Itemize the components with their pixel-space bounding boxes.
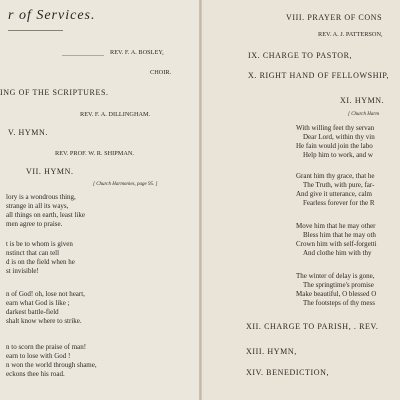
order-item-heading: ING OF THE SCRIPTURES. — [0, 88, 109, 97]
right-page — [202, 0, 400, 400]
order-item-heading: VII. HYMN. — [26, 167, 74, 176]
hymn-line: Grant him thy grace, that he — [296, 172, 375, 180]
hymn-line: n won the world through shame, — [6, 361, 97, 369]
hymn-line: And clothe him with thy — [303, 249, 372, 257]
hymn-stanza — [296, 172, 375, 208]
order-item-heading: XIV. BENEDICTION, — [246, 368, 330, 377]
speaker-name: REV. PROF. W. R. SHIPMAN. — [55, 150, 134, 157]
hymn-line: Move him that he may other — [296, 222, 376, 230]
hymn-line: And give it utterance, calm — [296, 190, 372, 198]
hymn-stanza — [6, 240, 75, 276]
hymn-line: strange in all its ways, — [6, 202, 69, 210]
hymn-stanza — [296, 272, 376, 308]
hymn-line: t is be to whom is given — [6, 240, 73, 248]
hymn-line: earn what God is like ; — [6, 299, 70, 307]
left-page — [0, 0, 199, 400]
order-item-heading: XII. CHARGE TO PARISH, . REV. — [246, 322, 379, 331]
hymn-stanza — [296, 222, 377, 258]
hymn-line: n of God! oh, lose not heart, — [6, 290, 85, 298]
hymn-line: lory is a wondrous thing, — [6, 193, 76, 201]
hymn-source: [ Church Harm — [348, 112, 379, 117]
hymn-stanza — [296, 124, 375, 160]
speaker-name: REV. F. A. DILLINGHAM. — [80, 111, 151, 118]
order-item-heading: XI. HYMN. — [340, 96, 385, 105]
dot-leader — [62, 55, 104, 56]
hymn-source: [ Church Harmonies, page 95. ] — [93, 182, 158, 187]
hymn-line: The winter of delay is gone, — [296, 272, 375, 280]
hymn-line: nstinct that can tell — [6, 249, 60, 257]
hymn-line: Dear Lord, within thy vin — [303, 133, 375, 141]
hymn-line: men agree to praise. — [6, 220, 63, 228]
speaker-name: REV. A. J. PATTERSON, — [318, 31, 383, 38]
hymn-line: With willing feet thy servan — [296, 124, 375, 132]
hymn-line: darkest battle-field — [6, 308, 59, 316]
speaker-name: REV. F. A. BOSLEY, — [110, 49, 164, 56]
hymn-stanza — [6, 290, 85, 326]
hymn-line: Bless him that he may oth — [303, 231, 376, 239]
order-item-heading: VIII. PRAYER OF CONS — [286, 13, 383, 22]
hymn-line: st invisible! — [6, 267, 39, 275]
hymn-line: The footsteps of thy mess — [303, 299, 375, 307]
hymn-line: n to scorn the praise of man! — [6, 343, 87, 351]
hymn-line: He fain would join the labo — [296, 142, 373, 150]
hymn-stanza — [6, 193, 85, 229]
hymn-line: Crown him with self-forgetti — [296, 240, 377, 248]
order-item-heading: X. RIGHT HAND OF FELLOWSHIP, — [248, 71, 390, 80]
hymn-line: The Truth, with pure, far- — [303, 181, 375, 189]
hymn-line: shalt know where to strike. — [6, 317, 82, 325]
hymn-line: The springtime's promise — [303, 281, 374, 289]
order-item-heading: XIII. HYMN, — [246, 347, 297, 356]
hymn-line: d is on the field when he — [6, 258, 75, 266]
hymn-stanza — [6, 343, 97, 379]
hymn-line: Make beautiful, O blessed O — [296, 290, 377, 298]
order-of-services-title: r of Services. — [8, 8, 96, 23]
speaker-name: CHOIR. — [150, 69, 172, 76]
hymn-line: Help him to work, and w — [303, 151, 373, 159]
hymn-line: eckons thee his road. — [6, 370, 65, 378]
hymn-line: all things on earth, least like — [6, 211, 85, 219]
hymn-line: earn to lose with God ! — [6, 352, 71, 360]
order-item-heading: V. HYMN. — [8, 128, 48, 137]
order-item-heading: IX. CHARGE TO PASTOR, — [248, 51, 353, 60]
hymn-line: Fearless forever for the R — [303, 199, 375, 207]
title-rule — [8, 30, 63, 31]
